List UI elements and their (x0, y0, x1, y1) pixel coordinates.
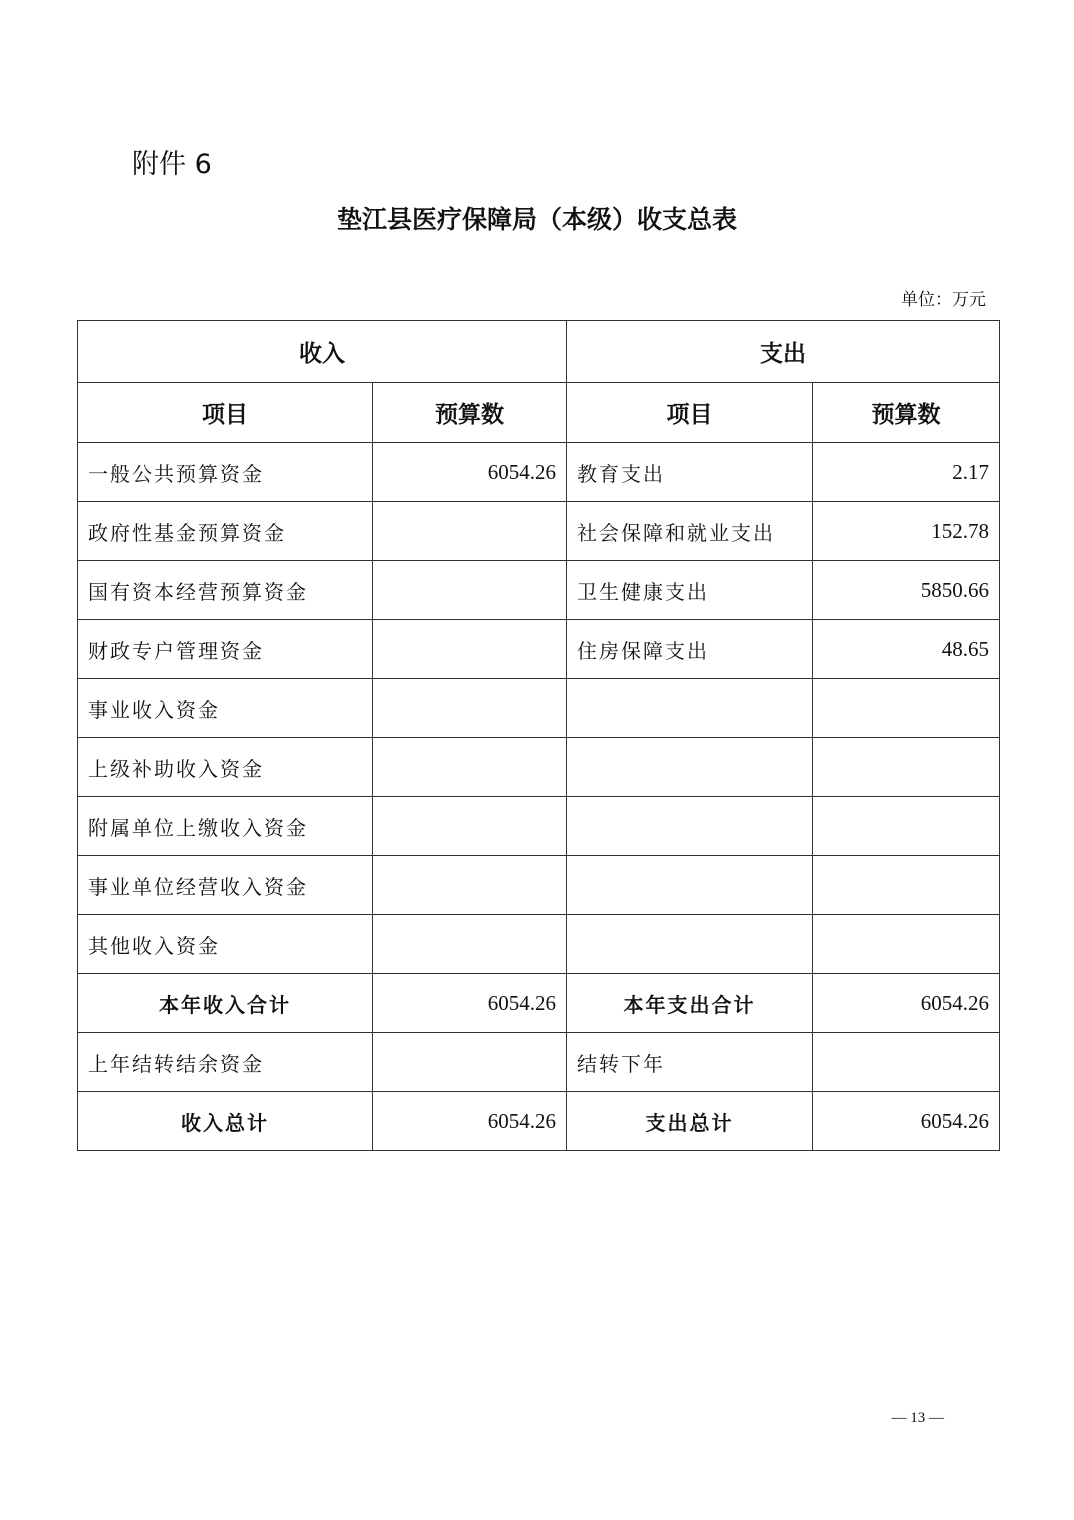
table-group-header-row (78, 321, 1000, 383)
income-value-cell (373, 620, 567, 679)
table-column-header-row (78, 383, 1000, 443)
expense-item-cell (567, 856, 813, 915)
expense-item-cell: 住房保障支出 (567, 620, 813, 679)
table-row (78, 974, 1000, 1033)
income-value-cell (373, 679, 567, 738)
income-value-cell (373, 797, 567, 856)
expense-header: 支出 (567, 321, 1000, 383)
table-row (78, 620, 1000, 679)
table-row (78, 443, 1000, 502)
expense-value-cell (813, 738, 1000, 797)
income-value-cell: 6054.26 (373, 974, 567, 1033)
table-row (78, 561, 1000, 620)
income-value-cell: 6054.26 (373, 443, 567, 502)
income-value-cell (373, 502, 567, 561)
table-row (78, 797, 1000, 856)
expense-item-cell (567, 915, 813, 974)
expense-budget-header: 预算数 (813, 383, 1000, 443)
expense-value-cell (813, 797, 1000, 856)
expense-item-cell: 社会保障和就业支出 (567, 502, 813, 561)
table-row (78, 738, 1000, 797)
income-item-cell: 其他收入资金 (78, 915, 373, 974)
page-number: — 13 — (891, 1410, 944, 1426)
income-value-cell (373, 561, 567, 620)
expense-value-cell (813, 679, 1000, 738)
table-row (78, 679, 1000, 738)
expense-item-header: 项目 (567, 383, 813, 443)
income-item-header: 项目 (78, 383, 373, 443)
table-row (78, 856, 1000, 915)
expense-item-cell: 教育支出 (567, 443, 813, 502)
income-item-cell: 财政专户管理资金 (78, 620, 373, 679)
income-item-cell: 上级补助收入资金 (78, 738, 373, 797)
income-value-cell (373, 738, 567, 797)
table-row (78, 502, 1000, 561)
attachment-label: 附件 6 (132, 149, 212, 180)
income-budget-header: 预算数 (373, 383, 567, 443)
expense-item-cell (567, 738, 813, 797)
income-item-cell: 事业单位经营收入资金 (78, 856, 373, 915)
income-value-cell (373, 915, 567, 974)
table-row (78, 1033, 1000, 1092)
unit-label: 单位：万元 (901, 290, 986, 310)
expense-item-cell: 卫生健康支出 (567, 561, 813, 620)
expense-item-cell: 支出总计 (567, 1092, 813, 1151)
income-item-cell: 本年收入合计 (78, 974, 373, 1033)
expense-value-cell: 152.78 (813, 502, 1000, 561)
income-item-cell: 事业收入资金 (78, 679, 373, 738)
income-value-cell (373, 1033, 567, 1092)
page-title: 垫江县医疗保障局（本级）收支总表 (336, 205, 737, 234)
income-item-cell: 收入总计 (78, 1092, 373, 1151)
expense-value-cell: 5850.66 (813, 561, 1000, 620)
income-item-cell: 一般公共预算资金 (78, 443, 373, 502)
income-item-cell: 政府性基金预算资金 (78, 502, 373, 561)
expense-item-cell (567, 797, 813, 856)
expense-value-cell: 2.17 (813, 443, 1000, 502)
expense-value-cell (813, 856, 1000, 915)
expense-item-cell: 结转下年 (567, 1033, 813, 1092)
expense-value-cell: 48.65 (813, 620, 1000, 679)
expense-value-cell: 6054.26 (813, 974, 1000, 1033)
expense-item-cell: 本年支出合计 (567, 974, 813, 1033)
expense-value-cell (813, 915, 1000, 974)
income-item-cell: 附属单位上缴收入资金 (78, 797, 373, 856)
budget-table (77, 320, 1000, 1151)
expense-item-cell (567, 679, 813, 738)
income-header: 收入 (78, 321, 567, 383)
expense-value-cell (813, 1033, 1000, 1092)
income-item-cell: 上年结转结余资金 (78, 1033, 373, 1092)
income-value-cell (373, 856, 567, 915)
income-value-cell: 6054.26 (373, 1092, 567, 1151)
table-row (78, 915, 1000, 974)
income-item-cell: 国有资本经营预算资金 (78, 561, 373, 620)
table-row (78, 1092, 1000, 1151)
expense-value-cell: 6054.26 (813, 1092, 1000, 1151)
